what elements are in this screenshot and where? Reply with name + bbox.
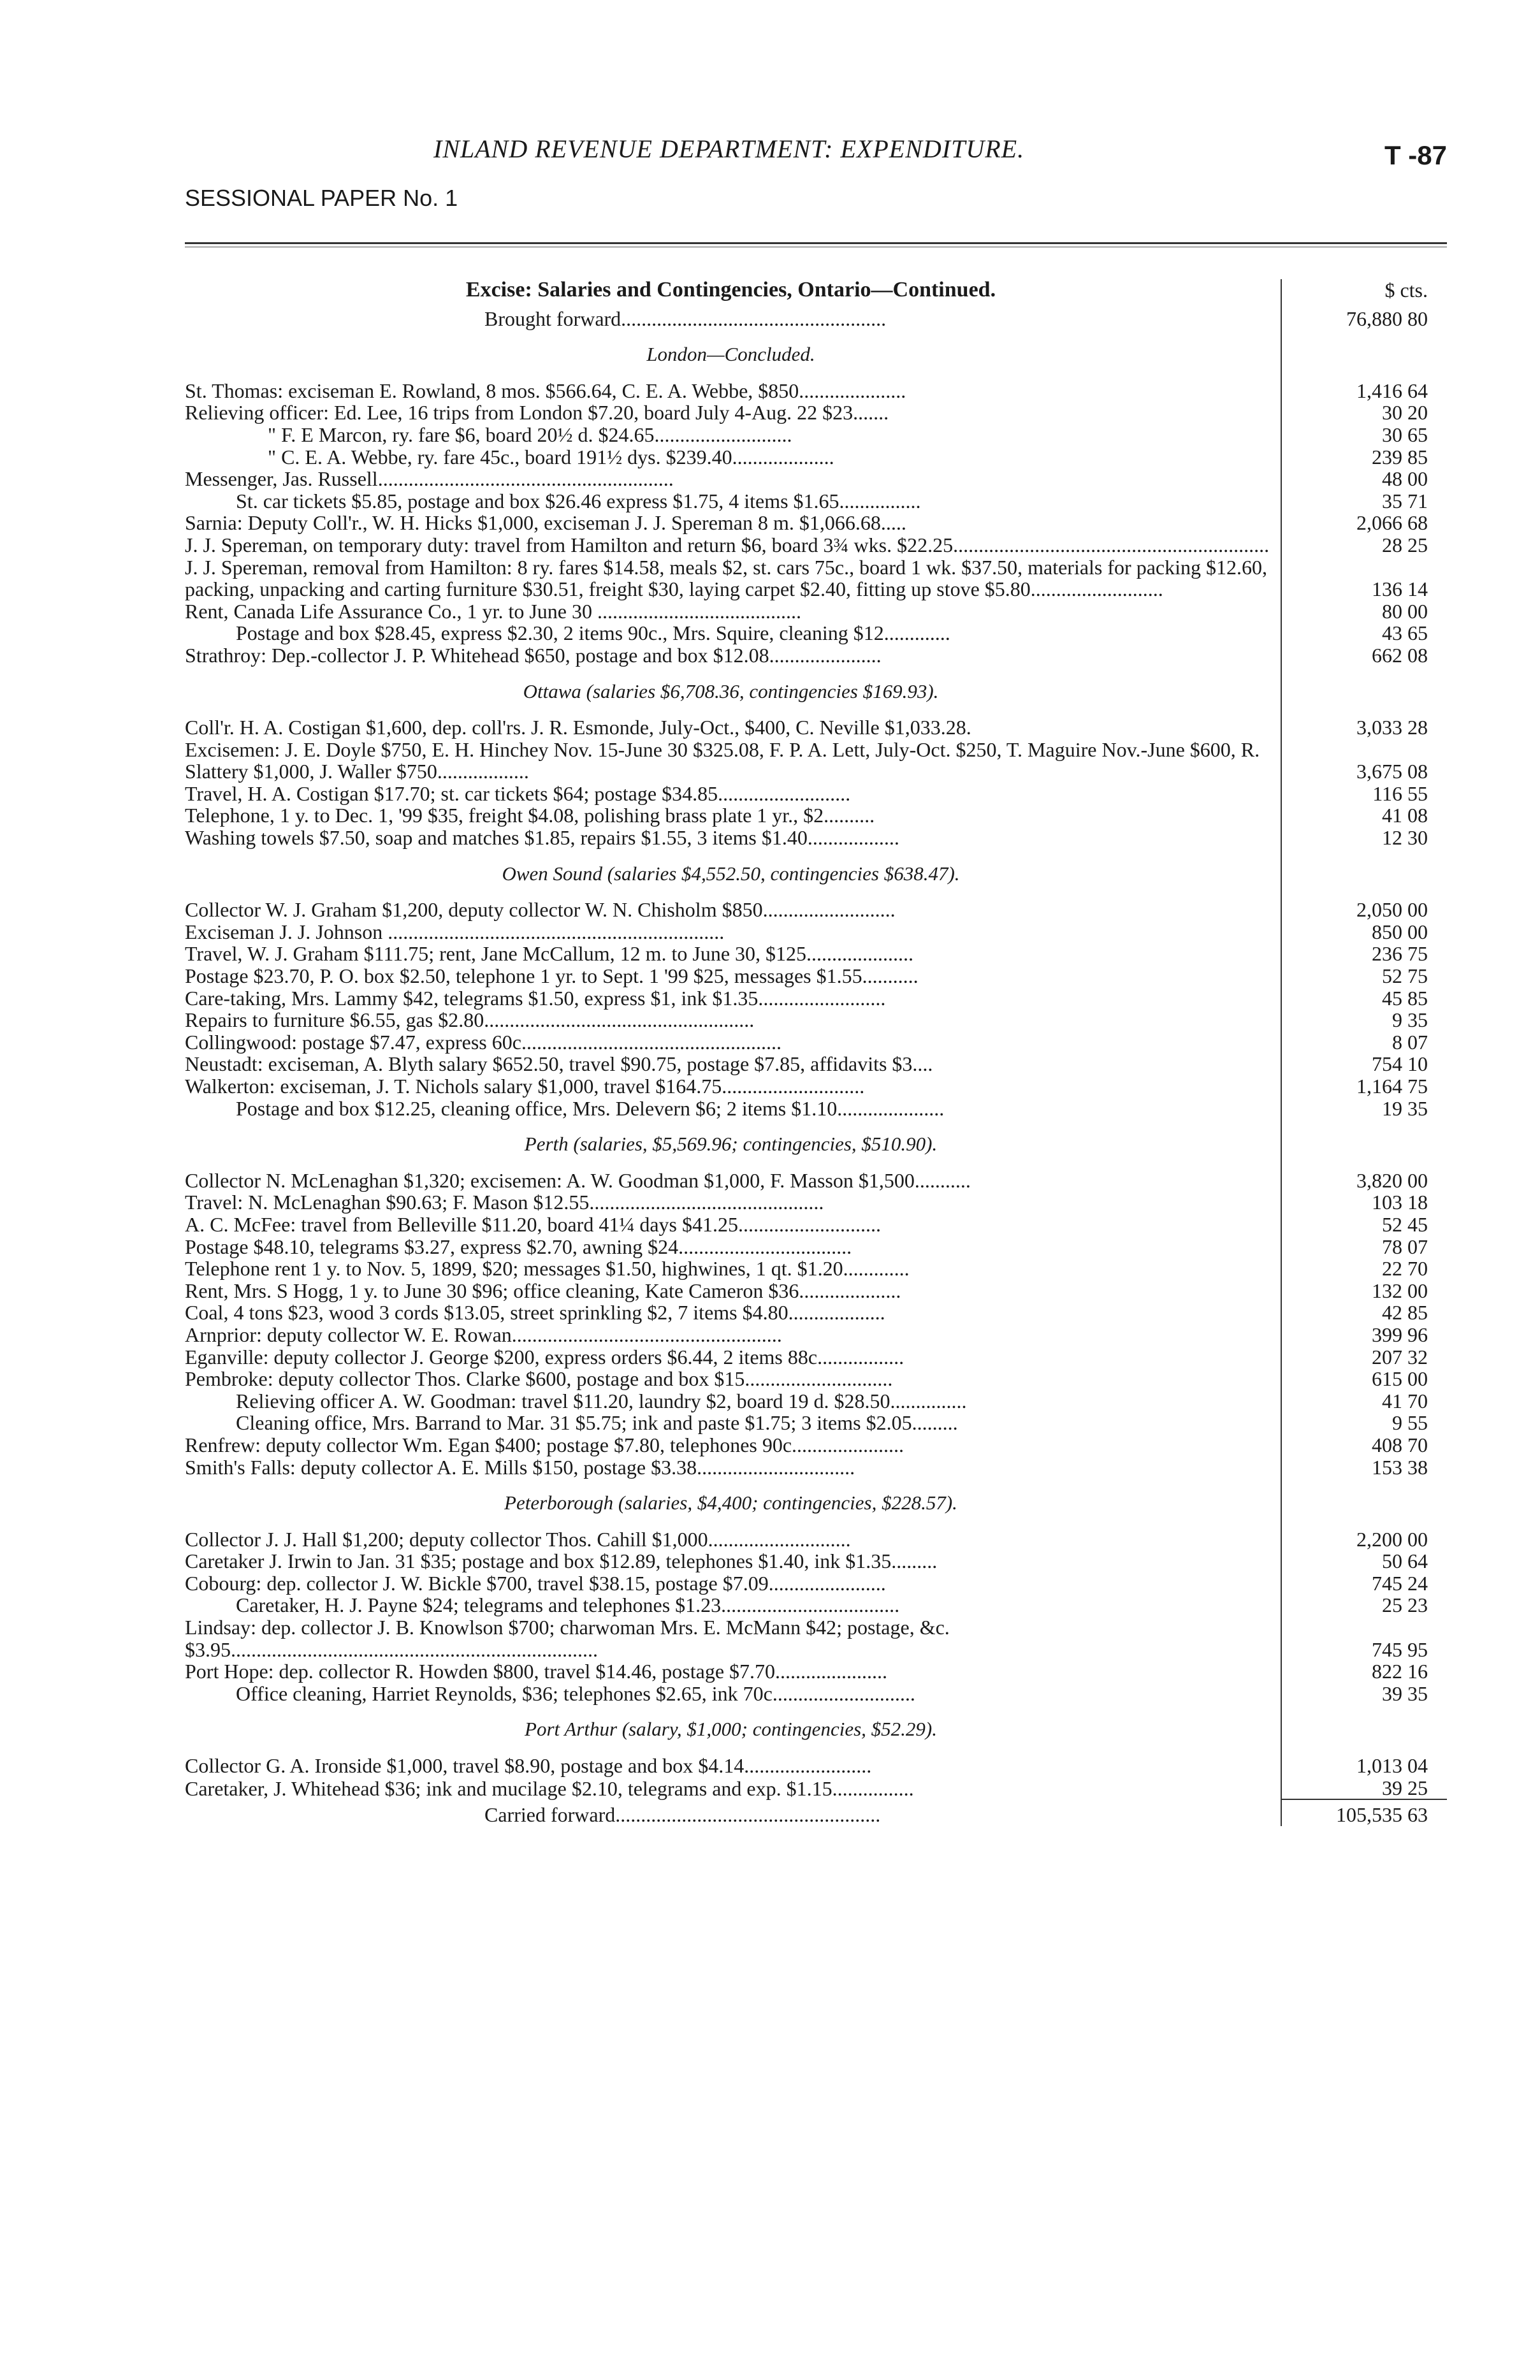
table-row [185, 1390, 1447, 1412]
entry-description: Rent, Mrs. S Hogg, 1 y. to June 30 $96; office cleaning, Kate Cameron $36.................... [185, 1279, 901, 1302]
section-heading-row [185, 667, 1447, 717]
entry-description: Repairs to furniture $6.55, gas $2.80..................................................... [185, 1008, 755, 1032]
expenditure-table [185, 279, 1447, 1826]
table-row [185, 1324, 1447, 1346]
entry-description: " C. E. A. Webbe, ry. fare 45c., board 191½ dys. $239.40.................... [268, 445, 834, 468]
entry-description: Port Hope: dep. collector R. Howden $800, travel $14.46, postage $7.70...................... [185, 1660, 888, 1683]
entry-description: Neustadt: exciseman, A. Blyth salary $652.50, travel $90.75, postage $7.85, affidavits $3.... [185, 1052, 933, 1076]
entry-description: A. C. McFee: travel from Belleville $11.20, board 41¼ days $41.25............................ [185, 1212, 881, 1236]
table-row [185, 716, 1447, 739]
table-row [185, 1777, 1447, 1800]
table-row [185, 1594, 1447, 1616]
entry-amount: 153 38 [1281, 1456, 1447, 1479]
entry-description: Exciseman J. J. Johnson .................................................................. [185, 920, 725, 943]
entry-amount: 1,164 75 [1281, 1075, 1447, 1098]
table-row [185, 1098, 1447, 1120]
table-row [185, 1170, 1447, 1192]
header-rule [185, 242, 1447, 244]
entry-amount: 25 23 [1281, 1594, 1447, 1616]
entry-amount: 42 85 [1281, 1302, 1447, 1324]
table-row [185, 1053, 1447, 1075]
table-row [185, 512, 1447, 534]
entry-description: Relieving officer: Ed. Lee, 16 trips from London $7.20, board July 4-Aug. 22 $23....... [185, 401, 889, 424]
entry-description: Cobourg: dep. collector J. W. Bickle $700, travel $38.15, postage $7.09....................... [185, 1571, 886, 1595]
table-row [185, 490, 1447, 512]
entry-amount: 2,066 68 [1281, 512, 1447, 534]
table-row [185, 1412, 1447, 1434]
table-row [185, 1302, 1447, 1324]
entry-description: Postage and box $28.45, express $2.30, 2 items 90c., Mrs. Squire, cleaning $12............. [236, 621, 950, 645]
entry-amount: 41 70 [1281, 1390, 1447, 1412]
entry-amount: 822 16 [1281, 1660, 1447, 1683]
entry-amount: 103 18 [1281, 1191, 1447, 1214]
entry-amount [1281, 1478, 1447, 1528]
table-row [185, 446, 1447, 468]
entry-description: Pembroke: deputy collector Thos. Clarke $600, postage and box $15............................. [185, 1367, 893, 1391]
entry-amount: 8 07 [1281, 1031, 1447, 1054]
entry-description: Collector J. J. Hall $1,200; deputy collector Thos. Cahill $1,000............................ [185, 1527, 851, 1551]
entry-description: Sarnia: Deputy Coll'r., W. H. Hicks $1,000, exciseman J. J. Spereman 8 m. $1,066.68..... [185, 511, 906, 535]
entry-amount: 850 00 [1281, 921, 1447, 943]
entry-amount: 9 55 [1281, 1412, 1447, 1434]
table-row [185, 943, 1447, 965]
entry-amount: 3,820 00 [1281, 1170, 1447, 1192]
amount-column-header: $ cts. [1281, 279, 1447, 308]
table-row [185, 1755, 1447, 1777]
entry-description: St. Thomas: exciseman E. Rowland, 8 mos. $566.64, C. E. A. Webbe, $850..................... [185, 379, 906, 402]
entry-amount: 136 14 [1281, 556, 1447, 600]
table-row [185, 804, 1447, 827]
table-title-row [185, 279, 1447, 308]
entry-description: Eganville: deputy collector J. George $200, express orders $6.44, 2 items 88c................. [185, 1345, 904, 1368]
page-number: T -87 [1384, 140, 1447, 170]
entry-amount [1281, 849, 1447, 899]
table-row [185, 1799, 1447, 1826]
entry-description: Collector W. J. Graham $1,200, deputy collector W. N. Chisholm $850.......................... [185, 898, 896, 922]
entry-amount: 745 24 [1281, 1572, 1447, 1595]
entry-amount: 2,050 00 [1281, 899, 1447, 921]
entry-description: Caretaker, J. Whitehead $36; ink and mucilage $2.10, telegrams and exp. $1.15................ [185, 1776, 914, 1800]
entry-amount: 76,880 80 [1281, 308, 1447, 330]
table-row [185, 534, 1447, 556]
entry-description: Telephone, 1 y. to Dec. 1, '99 $35, freight $4.08, polishing brass plate 1 yr., $2.......... [185, 804, 875, 827]
table-row [185, 1550, 1447, 1572]
entry-amount: 239 85 [1281, 446, 1447, 468]
entry-amount: 45 85 [1281, 987, 1447, 1010]
entry-amount: 50 64 [1281, 1550, 1447, 1572]
section-heading: Port Arthur (salary, $1,000; contingencies, $52.29). [525, 1718, 937, 1741]
section-heading-row [185, 1478, 1447, 1528]
entry-description: Smith's Falls: deputy collector A. E. Mills $150, postage $3.38............................... [185, 1455, 855, 1479]
entry-description: Office cleaning, Harriet Reynolds, $36; telephones $2.65, ink 70c............................ [236, 1681, 915, 1705]
table-row [185, 1660, 1447, 1683]
entry-description: J. J. Spereman, on temporary duty: travel from Hamilton and return $6, board 3¾ wks. $22.25.............................................................. [185, 533, 1270, 556]
table-row [185, 1434, 1447, 1456]
entry-description: Care-taking, Mrs. Lammy $42, telegrams $1.50, express $1, ink $1.35......................... [185, 986, 886, 1010]
entry-amount: 9 35 [1281, 1009, 1447, 1031]
entry-description: Collingwood: postage $7.47, express 60c................................................... [185, 1030, 781, 1054]
sessional-paper-label: SESSIONAL PAPER No. 1 [185, 185, 458, 211]
entry-description: Telephone rent 1 y. to Nov. 5, 1899, $20; messages $1.50, highwines, 1 qt. $1.20............. [185, 1257, 910, 1281]
entry-amount [1281, 1704, 1447, 1755]
entry-description: Postage $23.70, P. O. box $2.50, telephone 1 yr. to Sept. 1 '99 $25, messages $1.55........... [185, 964, 919, 988]
running-title: INLAND REVENUE DEPARTMENT: EXPENDITURE. [433, 134, 1025, 163]
table-row [185, 783, 1447, 805]
entry-description: Postage $48.10, telegrams $3.27, express $2.70, awning $24.................................. [185, 1235, 852, 1258]
entry-amount: 1,013 04 [1281, 1755, 1447, 1777]
section-heading: London—Concluded. [646, 343, 815, 366]
section-heading-row [185, 849, 1447, 899]
entry-amount: 399 96 [1281, 1324, 1447, 1346]
table-row [185, 556, 1447, 600]
entry-amount: 132 00 [1281, 1280, 1447, 1302]
table-row [185, 1616, 1447, 1660]
table-title: Excise: Salaries and Contingencies, Ontario—Continued. [465, 278, 996, 301]
table-row [185, 1572, 1447, 1595]
entry-description: " F. E Marcon, ry. fare $6, board 20½ d. $24.65........................... [268, 423, 792, 446]
entry-description: Rent, Canada Life Assurance Co., 1 yr. to June 30 ........................................ [185, 599, 801, 623]
entry-amount: 30 65 [1281, 424, 1447, 446]
table-row [185, 899, 1447, 921]
entry-amount: 48 00 [1281, 468, 1447, 490]
entry-amount: 615 00 [1281, 1368, 1447, 1390]
table-row [185, 987, 1447, 1010]
entry-description: Renfrew: deputy collector Wm. Egan $400; postage $7.80, telephones 90c...................... [185, 1433, 904, 1456]
table-row [185, 1236, 1447, 1258]
entry-description: Travel, W. J. Graham $111.75; rent, Jane McCallum, 12 m. to June 30, $125..................... [185, 942, 914, 966]
table-row [185, 308, 1447, 330]
entry-amount: 43 65 [1281, 622, 1447, 644]
table-row [185, 1456, 1447, 1479]
table-row [185, 622, 1447, 644]
entry-amount [1281, 1119, 1447, 1170]
table-row [185, 644, 1447, 667]
table-row [185, 921, 1447, 943]
entry-amount: 116 55 [1281, 783, 1447, 805]
entry-amount: 39 25 [1281, 1777, 1447, 1800]
table-row [185, 1031, 1447, 1054]
table-row [185, 827, 1447, 849]
entry-description: J. J. Spereman, removal from Hamilton: 8 ry. fares $14.58, meals $2, st. cars 75c., board 1 wk. $37.50, materials for packing $12.60, packing, unpacking and carting furniture $30.51, freight $30, laying carpet $2.40, fitting up stove $5.80.......................... [185, 555, 1267, 601]
document-page [185, 121, 1447, 1826]
entry-description: Washing towels $7.50, soap and matches $1.85, repairs $1.55, 3 items $1.40.................. [185, 826, 899, 850]
section-heading: Owen Sound (salaries $4,552.50, contingencies $638.47). [502, 862, 960, 885]
table-row [185, 965, 1447, 987]
entry-description: Postage and box $12.25, cleaning office, Mrs. Delevern $6; 2 items $1.10..................... [236, 1096, 945, 1120]
entry-amount [1281, 330, 1447, 380]
entry-description: Carried forward.................................................... [484, 1803, 881, 1827]
entry-description: Brought forward.................................................... [484, 307, 887, 330]
entry-amount: 19 35 [1281, 1098, 1447, 1120]
table-row [185, 468, 1447, 490]
entry-description: Lindsay: dep. collector J. B. Knowlson $700; charwoman Mrs. E. McMann $42; postage, &c. $3.95........................................................................ [185, 1616, 950, 1661]
entry-amount: 35 71 [1281, 490, 1447, 512]
entry-description: Cleaning office, Mrs. Barrand to Mar. 31 $5.75; ink and paste $1.75; 3 items $2.05......... [236, 1411, 958, 1435]
entry-description: Collector N. McLenaghan $1,320; excisemen: A. W. Goodman $1,000, F. Masson $1,500........... [185, 1168, 971, 1192]
entry-amount: 754 10 [1281, 1053, 1447, 1075]
entry-amount [1281, 667, 1447, 717]
entry-description: Travel: N. McLenaghan $90.63; F. Mason $12.55.............................................. [185, 1191, 824, 1214]
entry-description: Messenger, Jas. Russell.......................................................... [185, 467, 674, 491]
table-row [185, 1191, 1447, 1214]
table-row [185, 424, 1447, 446]
entry-amount: 745 95 [1281, 1616, 1447, 1660]
table-row [185, 739, 1447, 783]
entry-amount: 80 00 [1281, 600, 1447, 623]
entry-amount: 30 20 [1281, 402, 1447, 424]
entry-description: Coal, 4 tons $23, wood 3 cords $13.05, street sprinkling $2, 7 items $4.80................... [185, 1301, 885, 1324]
section-heading: Peterborough (salaries, $4,400; contingencies, $228.57). [504, 1491, 957, 1514]
entry-description: Collector G. A. Ironside $1,000, travel $8.90, postage and box $4.14......................... [185, 1754, 872, 1778]
section-heading: Perth (salaries, $5,569.96; contingencies, $510.90). [524, 1133, 938, 1156]
section-heading-row [185, 1119, 1447, 1170]
entry-amount: 1,416 64 [1281, 380, 1447, 402]
section-heading-row [185, 1704, 1447, 1755]
entry-description: Strathroy: Dep.-collector J. P. Whitehead $650, postage and box $12.08...................... [185, 643, 882, 667]
entry-amount: 2,200 00 [1281, 1528, 1447, 1551]
entry-description: Caretaker, H. J. Payne $24; telegrams and telephones $1.23................................... [236, 1593, 900, 1617]
entry-amount: 52 75 [1281, 965, 1447, 987]
table-row [185, 1075, 1447, 1098]
entry-amount: 22 70 [1281, 1258, 1447, 1280]
entry-amount: 41 08 [1281, 804, 1447, 827]
table-row [185, 1346, 1447, 1368]
entry-description: Walkerton: exciseman, J. T. Nichols salary $1,000, travel $164.75............................ [185, 1075, 865, 1098]
entry-amount: 78 07 [1281, 1236, 1447, 1258]
table-row [185, 1280, 1447, 1302]
entry-description: Coll'r. H. A. Costigan $1,600, dep. coll'rs. J. R. Esmonde, July-Oct., $400, C. Neville $1,033.28. [185, 716, 971, 739]
entry-amount: 662 08 [1281, 644, 1447, 667]
section-heading-row [185, 330, 1447, 380]
entry-description: Travel, H. A. Costigan $17.70; st. car tickets $64; postage $34.85.......................... [185, 781, 851, 805]
section-heading: Ottawa (salaries $6,708.36, contingencies $169.93). [523, 679, 939, 702]
entry-amount: 52 45 [1281, 1214, 1447, 1236]
table-row [185, 1009, 1447, 1031]
entry-amount: 408 70 [1281, 1434, 1447, 1456]
table-row [185, 600, 1447, 623]
entry-description: Excisemen: J. E. Doyle $750, E. H. Hinchey Nov. 15-June 30 $325.08, F. P. A. Lett, July-Oct. $250, T. Maguire Nov.-June $600, R. Slattery $1,000, J. Waller $750.................. [185, 737, 1260, 783]
table-row [185, 380, 1447, 402]
table-row [185, 1214, 1447, 1236]
entry-description: Caretaker J. Irwin to Jan. 31 $35; postage and box $12.89, telephones $1.40, ink $1.35......... [185, 1549, 938, 1573]
entry-amount: 39 35 [1281, 1683, 1447, 1705]
entry-amount: 105,535 63 [1281, 1799, 1447, 1826]
table-row [185, 1258, 1447, 1280]
entry-description: St. car tickets $5.85, postage and box $26.46 express $1.75, 4 items $1.65................ [236, 489, 921, 512]
table-row [185, 1368, 1447, 1390]
page-header [185, 121, 1447, 217]
entry-amount: 12 30 [1281, 827, 1447, 849]
entry-amount: 236 75 [1281, 943, 1447, 965]
entry-amount: 28 25 [1281, 534, 1447, 556]
table-row [185, 402, 1447, 424]
entry-amount: 207 32 [1281, 1346, 1447, 1368]
entry-description: Relieving officer A. W. Goodman: travel $11.20, laundry $2, board 19 d. $28.50............... [236, 1389, 967, 1412]
entry-amount: 3,033 28 [1281, 716, 1447, 739]
entry-description: Arnprior: deputy collector W. E. Rowan..................................................... [185, 1323, 782, 1346]
entry-amount: 3,675 08 [1281, 739, 1447, 783]
table-row [185, 1683, 1447, 1705]
table-row [185, 1528, 1447, 1551]
